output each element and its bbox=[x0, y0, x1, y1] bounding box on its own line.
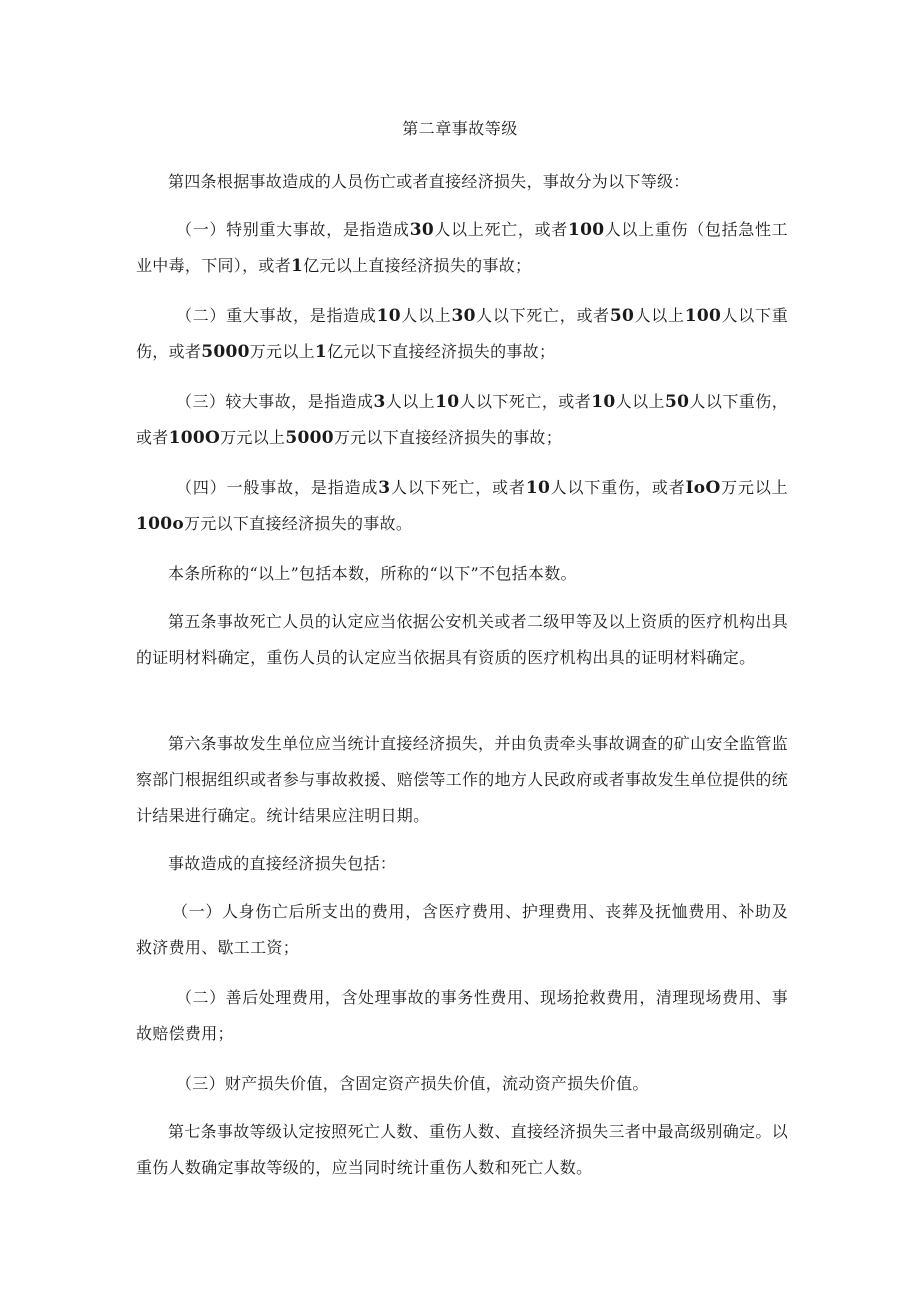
loss-intro: 事故造成的直接经济损失包括： bbox=[168, 854, 397, 873]
grade-item-3-num-2: 10 bbox=[435, 392, 460, 412]
scope-note: 本条所称的“以上”包括本数，所称的“以下”不包括本数。 bbox=[168, 564, 577, 583]
grade-item-4-text-2: 人以下死亡，或者 bbox=[390, 478, 526, 497]
grade-item-3-text-7: 万元以下直接经济损失的事故； bbox=[333, 428, 563, 447]
grade-item-3-text-5: 人以下重伤，或者 bbox=[136, 392, 788, 447]
grade-item-2-text-7: 亿元以下直接经济损失的事故； bbox=[327, 342, 556, 361]
grade-item-4-text-3: 人以下重伤，或者 bbox=[550, 478, 686, 497]
grade-item-2-text-5: 人以下重伤，或者 bbox=[136, 306, 789, 361]
grade-item-4-num-3: IoO bbox=[685, 478, 721, 498]
grade-item-1 bbox=[136, 212, 788, 284]
grade-item-4-text-4: 万元以上 bbox=[720, 478, 788, 497]
grade-item-2-num-4: 100 bbox=[684, 306, 722, 326]
grade-item-4-text-1: （四）一般事故，是指造成 bbox=[176, 478, 379, 497]
grade-item-2-num-2: 30 bbox=[451, 306, 476, 326]
grade-item-2-num-6: 1 bbox=[314, 342, 328, 362]
grade-item-3-num-1: 3 bbox=[373, 392, 386, 412]
grade-item-1-text-2: 人以上死亡，或者 bbox=[434, 220, 568, 239]
grade-item-4-num-4: 100o bbox=[136, 514, 185, 534]
grade-item-2 bbox=[136, 298, 788, 370]
grade-item-2-text-3: 人以下死亡，或者 bbox=[475, 306, 610, 325]
chapter-title: 第二章事故等级 bbox=[402, 119, 518, 138]
grade-item-1-text-1: （一）特别重大事故，是指造成 bbox=[176, 220, 410, 239]
grade-item-2-text-4: 人以上 bbox=[634, 306, 685, 325]
grade-item-4 bbox=[136, 470, 788, 542]
loss-item-3: （三）财产损失价值，含固定资产损失价值，流动资产损失价值。 bbox=[176, 1074, 649, 1093]
grade-item-2-text-2: 人以上 bbox=[400, 306, 452, 325]
grade-item-1-num-2: 100 bbox=[567, 220, 605, 240]
grade-item-2-num-1: 10 bbox=[376, 306, 401, 326]
article-6: 第六条事故发生单位应当统计直接经济损失，并由负责牵头事故调查的矿山安全监管监察部门根据组织或者参与事故救援、赔偿等工作的地方人民政府或者事故发生单位提供的统计结果进行确定。统计结果应注明日期。 bbox=[136, 734, 789, 825]
article-4-intro: 第四条根据事故造成的人员伤亡或者直接经济损失，事故分为以下等级： bbox=[168, 172, 690, 191]
grade-item-3-num-6: 5000 bbox=[285, 428, 334, 448]
grade-item-3-text-1: （三）较大事故，是指造成 bbox=[176, 392, 374, 411]
grade-item-3-text-2: 人以上 bbox=[385, 392, 436, 411]
grade-item-3-text-4: 人以上 bbox=[615, 392, 665, 411]
grade-item-1-num-3: 1 bbox=[291, 256, 304, 276]
grade-item-3-num-4: 50 bbox=[665, 392, 690, 412]
grade-item-4-text-5: 万元以下直接经济损失的事故。 bbox=[184, 514, 413, 533]
grade-item-2-num-5: 5000 bbox=[201, 342, 250, 362]
grade-item-4-num-1: 3 bbox=[378, 478, 391, 498]
loss-item-2: （二）善后处理费用，含处理事故的事务性费用、现场抢救费用，清理现场费用、事故赔偿费用； bbox=[136, 988, 788, 1043]
grade-item-3-text-6: 万元以上 bbox=[220, 428, 286, 447]
loss-item-1: （一）人身伤亡后所支出的费用，含医疗费用、护理费用、丧葬及抚恤费用、补助及救济费用、歇工工资； bbox=[136, 902, 788, 957]
grade-item-2-num-3: 50 bbox=[609, 306, 635, 326]
grade-item-1-num-1: 30 bbox=[409, 220, 434, 240]
grade-item-1-text-3: 人以上重伤（包括急性工业中毒，下同），或者 bbox=[136, 220, 788, 275]
grade-item-1-text-4: 亿元以上直接经济损失的事故； bbox=[303, 256, 532, 275]
grade-item-3-num-5: 100O bbox=[168, 428, 221, 448]
article-5: 第五条事故死亡人员的认定应当依据公安机关或者二级甲等及以上资质的医疗机构出具的证明材料确定，重伤人员的认定应当依据具有资质的医疗机构出具的证明材料确定。 bbox=[136, 612, 788, 667]
grade-item-2-text-6: 万元以上 bbox=[249, 342, 315, 361]
grade-item-3-num-3: 10 bbox=[591, 392, 616, 412]
grade-item-3 bbox=[136, 384, 788, 456]
grade-item-3-text-3: 人以下死亡，或者 bbox=[459, 392, 592, 411]
grade-item-4-num-2: 10 bbox=[525, 478, 551, 498]
article-7: 第七条事故等级认定按照死亡人数、重伤人数、直接经济损失三者中最高级别确定。以重伤人数确定事故等级的，应当同时统计重伤人数和死亡人数。 bbox=[136, 1122, 788, 1177]
grade-item-2-text-1: （二）重大事故，是指造成 bbox=[176, 306, 377, 325]
